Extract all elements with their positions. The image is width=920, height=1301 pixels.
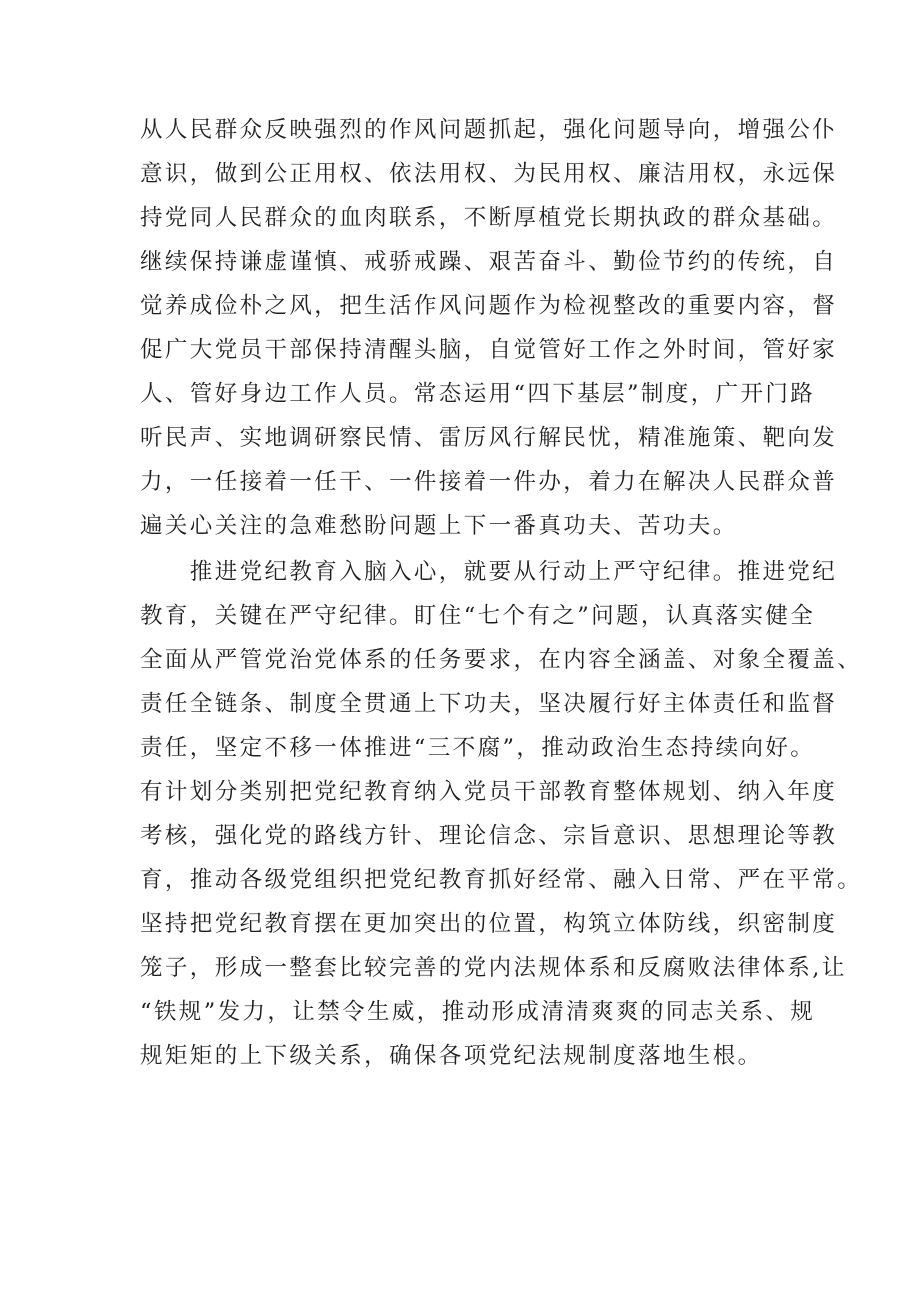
paragraph-1 [140, 108, 838, 548]
text-line: 意识，做到公正用权、依法用权、为民用权、廉洁用权，永远保 [140, 161, 838, 187]
text-line: 笼子，形成一整套比较完善的党内法规体系和反腐败法律体系,让 [140, 955, 847, 981]
text-line: 考核，强化党的路线方针、理论信念、宗旨意识、思想理论等教 [140, 823, 838, 849]
text-line: 力，一任接着一任干、一件接着一件办，着力在解决人民群众普 [140, 469, 838, 495]
text-line: 从人民群众反映强烈的作风问题抓起，强化问题导向，增强公仆 [140, 117, 838, 143]
text-line: 育，推动各级党组织把党纪教育抓好经常、融入日常、严在平常。 [140, 867, 863, 893]
text-line: 责任全链条、制度全贯通上下功夫，坚决履行好主体责任和监督 [140, 691, 838, 717]
text-line: 全面从严管党治党体系的任务要求，在内容全涵盖、对象全覆盖、 [140, 647, 863, 673]
text-line: 推进党纪教育入脑入心，就要从行动上严守纪律。推进党纪 [140, 559, 838, 585]
text-line: 责任，坚定不移一体推进“三不腐”，推动政治生态持续向好。 [140, 735, 816, 761]
document-body [140, 108, 863, 1078]
text-line: 规矩矩的上下级关系，确保各项党纪法规制度落地生根。 [140, 1043, 763, 1069]
text-line: 听民声、实地调研察民情、雷厉风行解民忧，精准施策、靶向发 [140, 425, 838, 451]
text-line: 有计划分类别把党纪教育纳入党员干部教育整体规划、纳入年度 [140, 779, 838, 805]
text-line: 人、管好身边工作人员。常态运用“四下基层”制度，广开门路 [140, 381, 816, 407]
text-line: 促广大党员干部保持清醒头脑，自觉管好工作之外时间，管好家 [140, 337, 838, 363]
text-line: 教育，关键在严守纪律。盯住“七个有之”问题，认真落实健全 [140, 603, 816, 629]
text-line: 继续保持谦虚谨慎、戒骄戒躁、艰苦奋斗、勤俭节约的传统，自 [140, 249, 838, 275]
text-line: 觉养成俭朴之风，把生活作风问题作为检视整改的重要内容，督 [140, 293, 838, 319]
paragraph-2 [140, 550, 863, 1078]
text-line: 遍关心关注的急难愁盼问题上下一番真功夫、苦功夫。 [140, 513, 738, 539]
text-line: “铁规”发力，让禁令生威，推动形成清清爽爽的同志关系、规 [140, 999, 816, 1025]
text-line: 坚持把党纪教育摆在更加突出的位置，构筑立体防线，织密制度 [140, 911, 838, 937]
text-line: 持党同人民群众的血肉联系，不断厚植党长期执政的群众基础。 [140, 205, 838, 231]
